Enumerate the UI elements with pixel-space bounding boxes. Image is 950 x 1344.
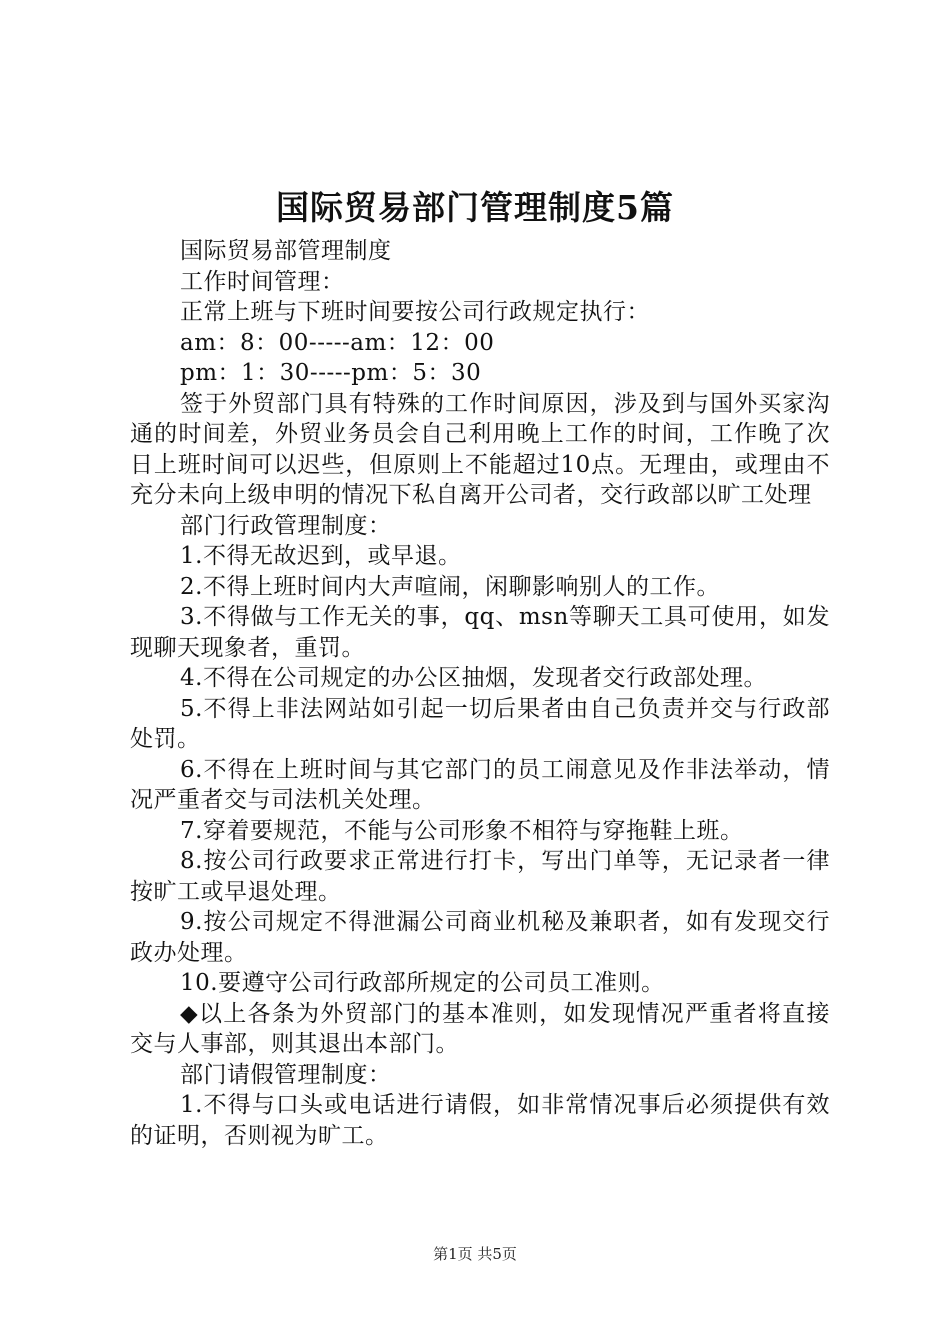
page-footer: 第1页 共5页: [433, 1245, 517, 1263]
list-item: 3.不得做与工作无关的事，qq、msn等聊天工具可使用，如发现聊天现象者，重罚。: [130, 604, 830, 661]
paragraph: 签于外贸部门具有特殊的工作时间原因，涉及到与国外买家沟通的时间差，外贸业务员会自己利用晚上工作的时间，工作晚了次日上班时间可以迟些，但原则上不能超过10点。无理由，或理由不充分未向上级申明的情况下私自离开公司者，交行政部以旷工处理: [130, 390, 830, 508]
paragraph: 正常上班与下班时间要按公司行政规定执行：: [180, 299, 650, 325]
list-item: 6.不得在上班时间与其它部门的员工闹意见及作非法举动，情况严重者交与司法机关处理。: [130, 756, 830, 813]
list-item: 7.穿着要规范，不能与公司形象不相符与穿拖鞋上班。: [180, 817, 744, 844]
list-item: 4.不得在公司规定的办公区抽烟，发现者交行政部处理。: [180, 665, 767, 691]
paragraph: am：8：00-----am：12：00: [180, 329, 495, 356]
document-body: [130, 236, 830, 1151]
list-item: 9.按公司规定不得泄漏公司商业机秘及兼职者，如有发现交行政办处理。: [130, 909, 830, 966]
paragraph: 部门行政管理制度：: [180, 512, 392, 539]
list-item: 5.不得上非法网站如引起一切后果者由自己负责并交与行政部处罚。: [130, 695, 830, 752]
list-item: 1.不得无故迟到，或早退。: [180, 543, 462, 569]
list-item: 1.不得与口头或电话进行请假，如非常情况事后必须提供有效的证明，否则视为旷工。: [130, 1092, 830, 1149]
paragraph: 部门请假管理制度：: [180, 1061, 392, 1088]
paragraph: 国际贸易部管理制度: [180, 238, 392, 264]
list-item: 8.按公司行政要求正常进行打卡，写出门单等，无记录者一律按旷工或早退处理。: [130, 848, 830, 905]
list-item: 10.要遵守公司行政部所规定的公司员工准则。: [180, 970, 665, 996]
paragraph: ◆以上各条为外贸部门的基本准则，如发现情况严重者将直接交与人事部，则其退出本部门。: [130, 1000, 830, 1057]
paragraph: 工作时间管理：: [180, 268, 345, 295]
document-title: 国际贸易部门管理制度5篇: [276, 188, 674, 227]
paragraph: pm：1：30-----pm：5：30: [180, 360, 482, 386]
list-item: 2.不得上班时间内大声喧闹，闲聊影响别人的工作。: [180, 573, 720, 600]
